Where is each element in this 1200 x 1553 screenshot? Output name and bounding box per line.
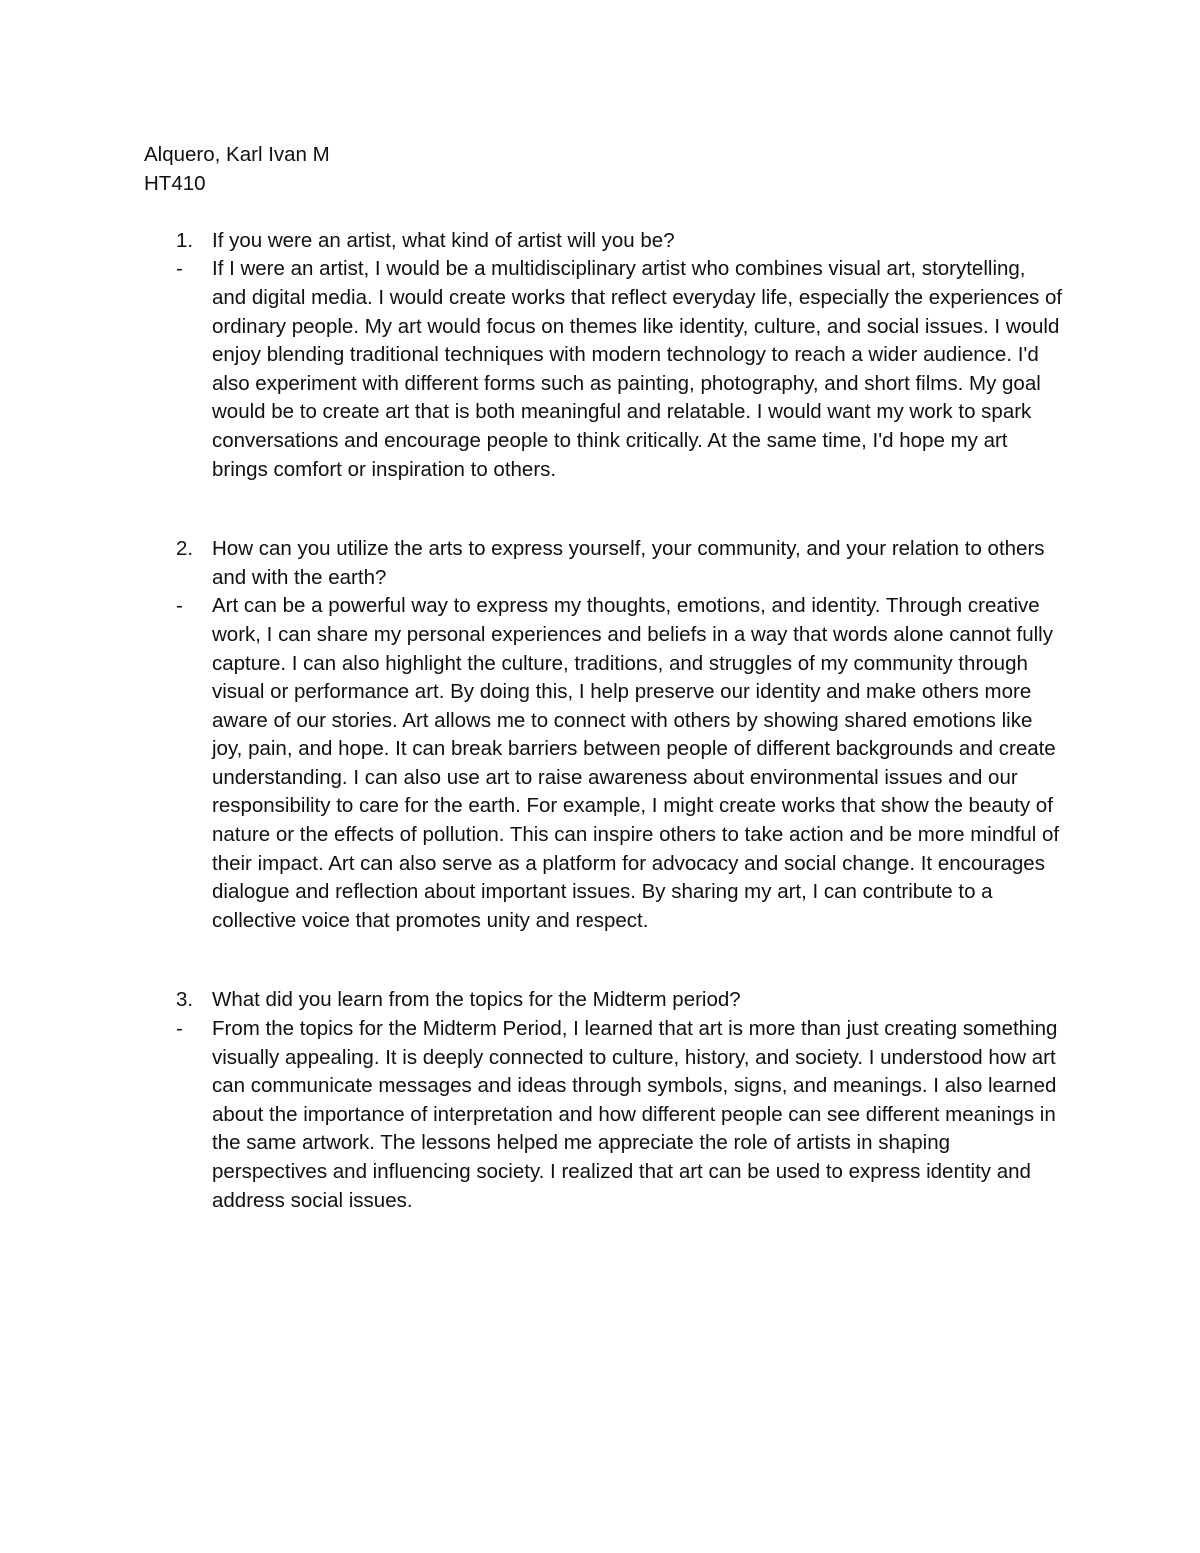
answer-text: Art can be a powerful way to express my thoughts, emotions, and identity. Through creative work, I can share my personal experiences and beliefs in a way that words alone cannot fully capture. I can also highlight the culture, traditions, and struggles of my community through visual or performance art. By doing this, I help preserve our identity and make others more aware of our stories. Art allows me to connect with others by showing shared emotions like joy, pain, and hope. It can break barriers between people of different backgrounds and create understanding. I can also use art to raise awareness about environmental issues and our responsibility to care for the earth. For example, I might create works that show the beauty of nature or the effects of pollution. This can inspire others to take action and be more mindful of their impact. Art can also serve as a platform for advocacy and social change. It encourages dialogue and reflection about important issues. By sharing my art, I can contribute to a collective voice that promotes unity and respect. <box>212 594 1060 932</box>
question-block-3 <box>144 986 1064 1215</box>
section-code: HT410 <box>144 171 206 195</box>
answer-text: From the topics for the Midterm Period, I learned that art is more than just creating something visually appealing. It is deeply connected to culture, history, and society. I understood how art can communicate messages and ideas through symbols, signs, and meanings. I also learned about the importance of interpretation and how different people can see different meanings in the same artwork. The lessons helped me appreciate the role of artists in shaping perspectives and influencing society. I realized that art can be used to express identity and address social issues. <box>212 1017 1058 1212</box>
answer-row <box>144 592 1064 935</box>
answer-row <box>144 255 1064 484</box>
answer-bullet: - <box>176 257 183 281</box>
spacer <box>144 198 1064 227</box>
document-body <box>144 141 1064 1215</box>
question-row <box>144 535 1064 592</box>
question-text: If you were an artist, what kind of artist will you be? <box>212 228 675 252</box>
answer-bullet: - <box>176 594 183 618</box>
question-block-2 <box>144 535 1064 935</box>
question-number: 2. <box>176 537 194 561</box>
spacer <box>144 484 1064 535</box>
question-row <box>144 986 1064 1015</box>
question-number: 3. <box>176 988 194 1012</box>
question-text: How can you utilize the arts to express yourself, your community, and your relation to others and with the earth? <box>212 537 1045 589</box>
question-number: 1. <box>176 228 194 252</box>
answer-bullet: - <box>176 1017 183 1041</box>
answer-row <box>144 1015 1064 1215</box>
question-block-1 <box>144 227 1064 484</box>
question-row <box>144 227 1064 256</box>
question-text: What did you learn from the topics for the Midterm period? <box>212 988 741 1012</box>
answer-text: If I were an artist, I would be a multidisciplinary artist who combines visual art, storytelling, and digital media. I would create works that reflect everyday life, especially the experiences of ordinary people. My art would focus on themes like identity, culture, and social issues. I would enjoy blending traditional techniques with modern technology to reach a wider audience. I'd also experiment with different forms such as painting, photography, and short films. My goal would be to create art that is both meaningful and relatable. I would want my work to spark conversations and encourage people to think critically. At the same time, I'd hope my art brings comfort or inspiration to others. <box>212 257 1063 481</box>
spacer <box>144 935 1064 986</box>
student-name: Alquero, Karl Ivan M <box>144 143 330 166</box>
